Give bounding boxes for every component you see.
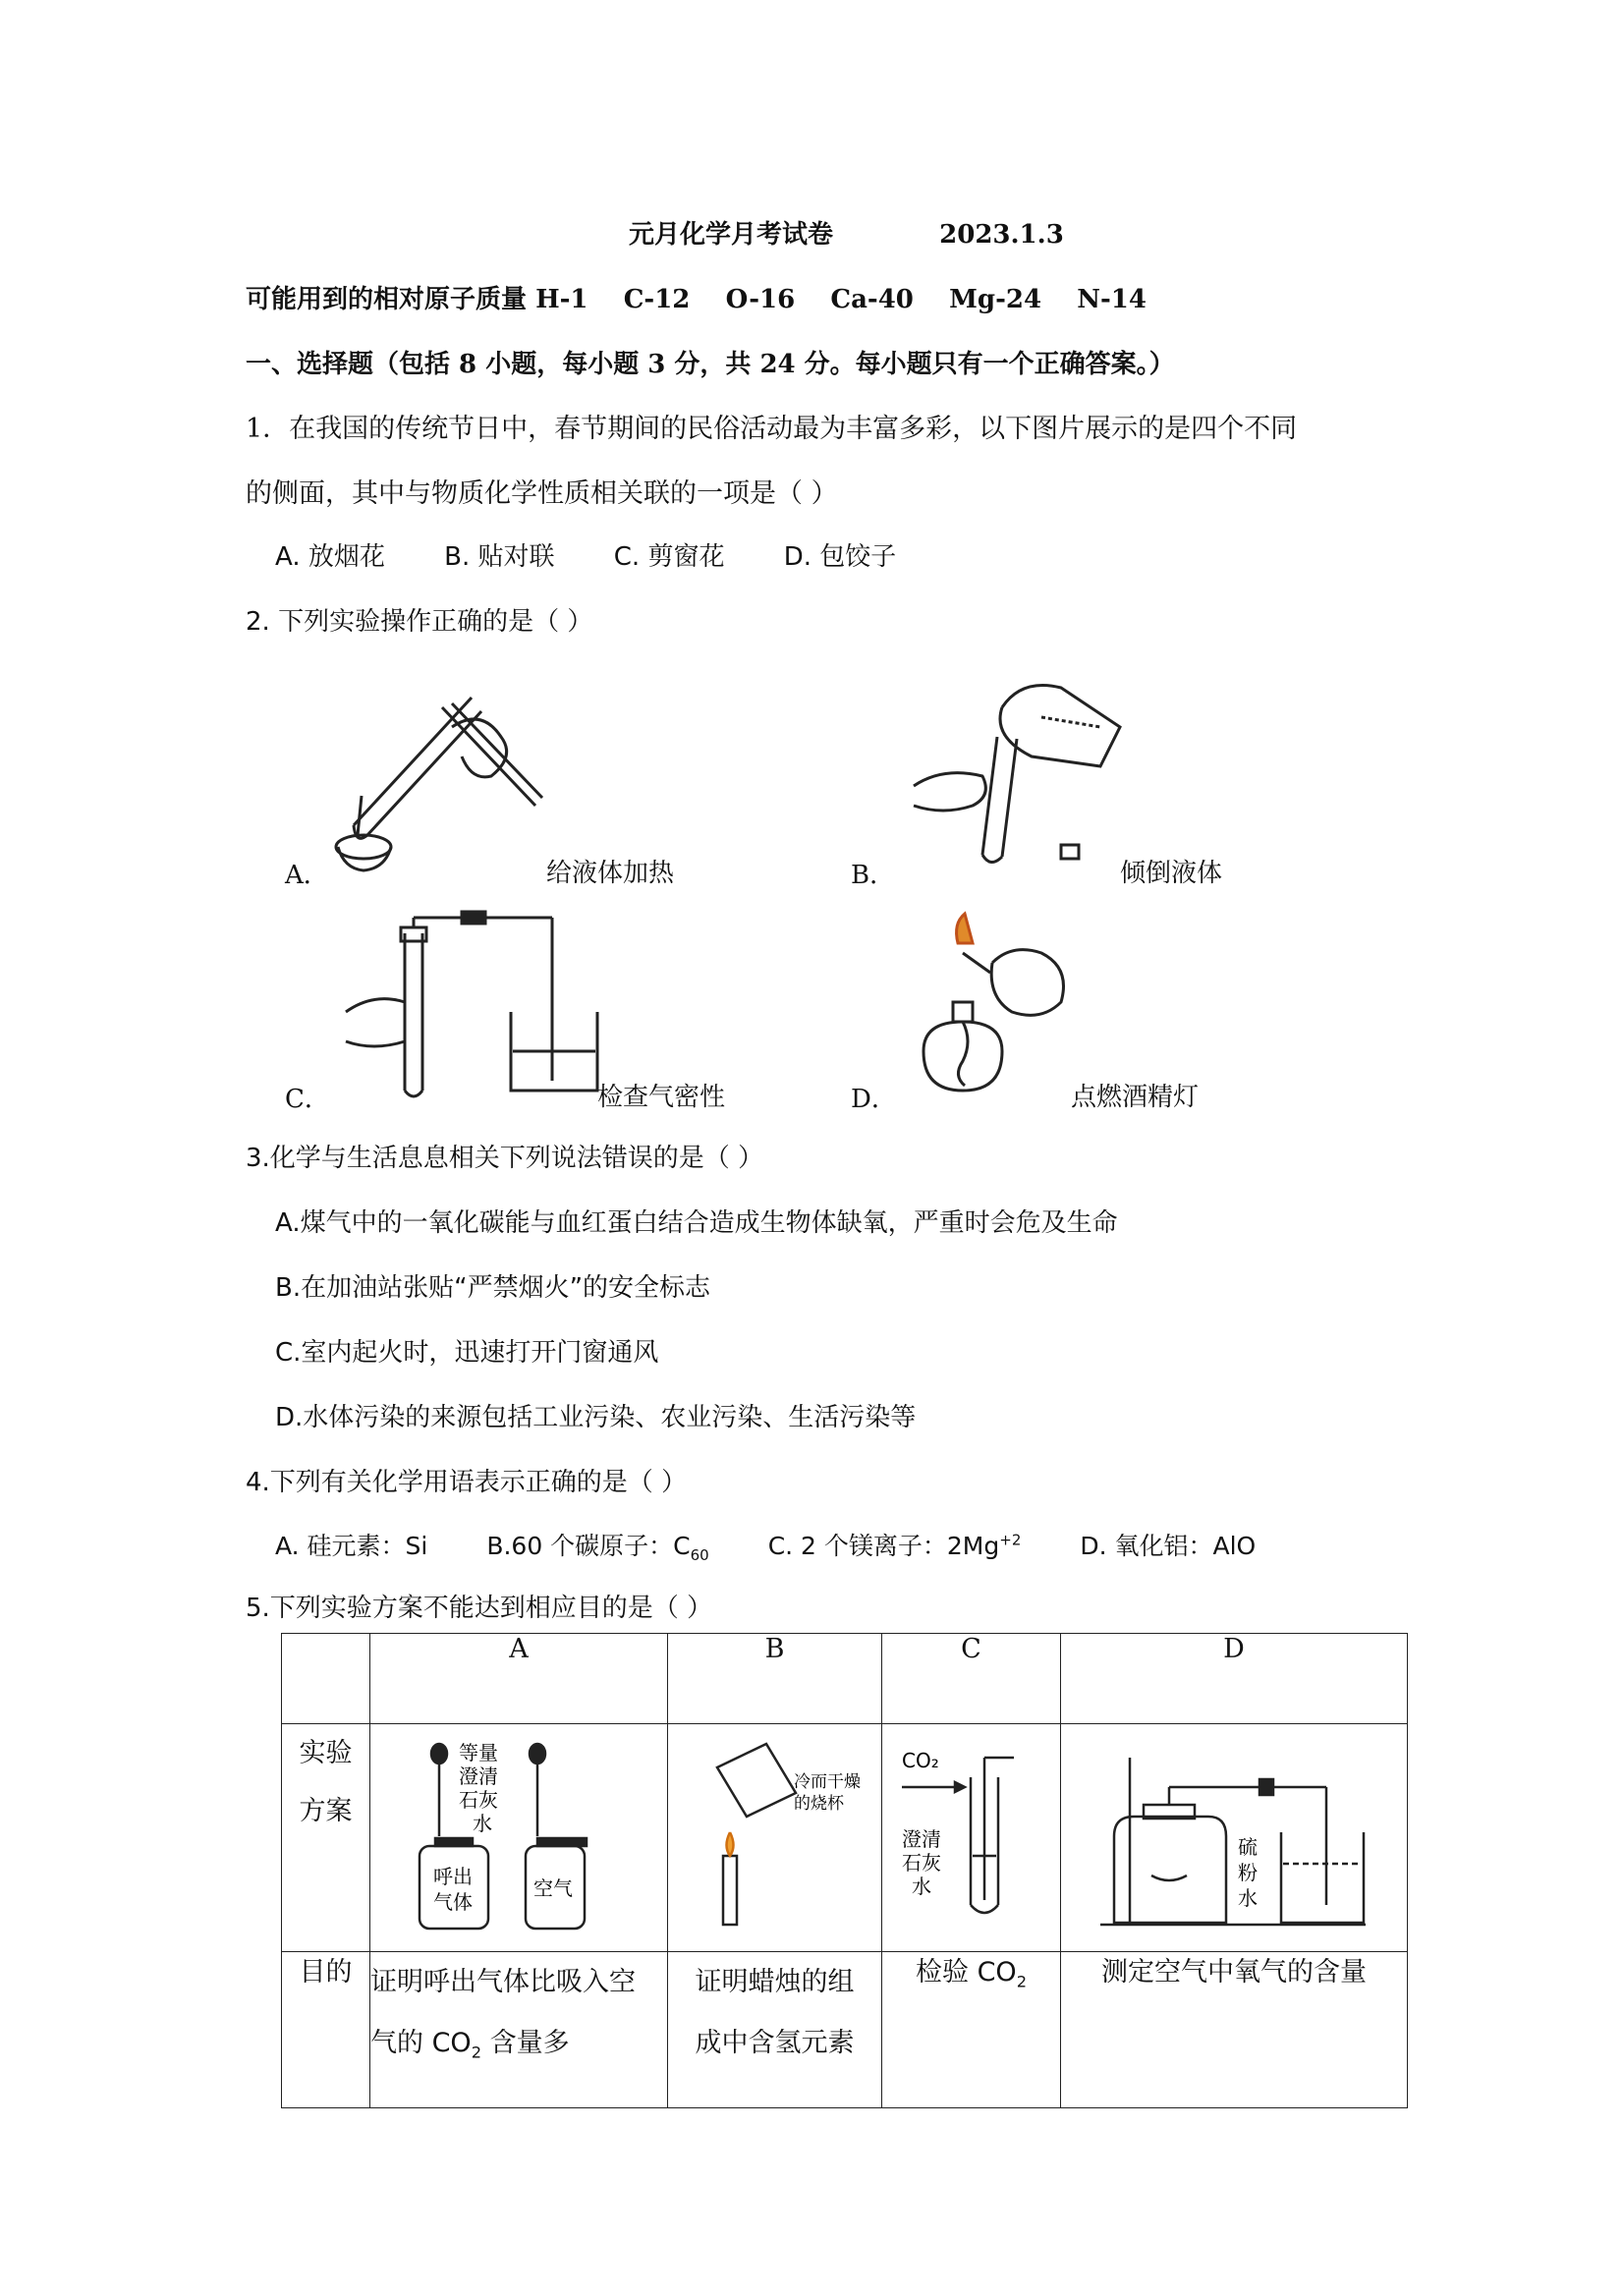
q3-stem: 3.化学与生活息息相关下列说法错误的是（ ） xyxy=(246,1144,764,1173)
q5-stem: 5.下列实验方案不能达到相应目的是（ ） xyxy=(246,1594,713,1623)
svg-text:呼出: 呼出 xyxy=(433,1865,473,1888)
svg-text:石灰: 石灰 xyxy=(902,1851,941,1875)
svg-text:水: 水 xyxy=(912,1875,931,1898)
atomic-mass-values: H-1 C-12 O-16 Ca-40 Mg-24 N-14 xyxy=(535,285,1147,314)
q4-option-d: D. 氧化铝：AlO xyxy=(1080,1532,1257,1560)
q1-option-b: B. 贴对联 xyxy=(444,542,555,572)
scheme-b-cell xyxy=(668,1724,882,1952)
purpose-c: 检验 $CO_2$ xyxy=(882,1952,1061,2108)
svg-text:气体: 气体 xyxy=(433,1890,473,1914)
section-heading: 一、选择题（包括 8 小题，每小题 3 分，共 24 分。每小题只有一个正确答案。） xyxy=(246,350,1175,379)
limewater-comparison-icon xyxy=(410,1738,636,1934)
col-header-d: D xyxy=(1061,1634,1408,1724)
q5-table xyxy=(281,1633,1408,2108)
airtightness-check-icon xyxy=(344,914,609,1100)
table-corner-cell xyxy=(282,1634,370,1724)
sulfur-oxygen-measure-icon xyxy=(1100,1738,1375,1934)
q1-stem-line2: 的侧面，其中与物质化学性质相关联的一项是（ ） xyxy=(246,478,838,509)
heating-liquid-icon xyxy=(334,668,550,874)
row-label-scheme: 实验 方案 xyxy=(282,1724,370,1952)
q2-option-c-letter: C． xyxy=(285,1085,330,1114)
q2-option-d-caption: 点燃酒精灯 xyxy=(1071,1083,1200,1112)
svg-text:澄清: 澄清 xyxy=(902,1827,941,1851)
q1-option-d: D. 包饺子 xyxy=(783,542,897,572)
exam-title: 元月化学月考试卷 xyxy=(629,220,834,250)
svg-text:空气: 空气 xyxy=(533,1876,573,1900)
pouring-liquid-icon xyxy=(904,668,1130,874)
q3-option-c: C.室内起火时，迅速打开门窗通风 xyxy=(275,1338,659,1368)
q4-option-b: B.60 个碳原子：$C_{60}$ xyxy=(486,1532,709,1564)
q1-option-c: C. 剪窗花 xyxy=(613,542,725,572)
purpose-b: 证明蜡烛的组 成中含氢元素 xyxy=(668,1952,882,2108)
q1-option-a: A. 放烟花 xyxy=(275,542,385,572)
q4-option-c: C. 2 个镁离子：$2Mg^{+2}$ xyxy=(767,1531,1022,1560)
svg-text:的烧杯: 的烧杯 xyxy=(794,1794,844,1814)
svg-text:水: 水 xyxy=(473,1812,492,1835)
scheme-d-cell xyxy=(1061,1724,1408,1952)
svg-text:硫: 硫 xyxy=(1238,1835,1258,1859)
table-row xyxy=(282,1724,1408,1952)
exam-date: 2023.1.3 xyxy=(939,220,1064,250)
q3-option-d: D.水体污染的来源包括工业污染、农业污染、生活污染等 xyxy=(275,1403,917,1432)
purpose-a: 证明呼出气体比吸入空 气的 $CO_2$ 含量多 xyxy=(370,1952,668,2108)
co2-limewater-test-icon xyxy=(896,1738,1053,1934)
scheme-c-cell xyxy=(882,1724,1061,1952)
svg-text:粉: 粉 xyxy=(1238,1861,1258,1884)
purpose-d: 测定空气中氧气的含量 xyxy=(1061,1952,1408,2108)
table-row xyxy=(282,1952,1408,2108)
svg-text:澄清: 澄清 xyxy=(459,1764,498,1788)
svg-text:CO₂: CO₂ xyxy=(902,1749,939,1772)
svg-text:水: 水 xyxy=(1238,1886,1258,1910)
q2-option-d-letter: D． xyxy=(851,1085,897,1114)
q4-stem: 4.下列有关化学用语表示正确的是（ ） xyxy=(246,1468,688,1497)
q3-option-b: B.在加油站张贴“严禁烟火”的安全标志 xyxy=(275,1273,711,1303)
table-header-row xyxy=(282,1634,1408,1724)
atomic-mass-label: 可能用到的相对原子质量 xyxy=(246,285,528,314)
candle-dry-beaker-icon xyxy=(688,1738,874,1934)
svg-text:冷而干燥: 冷而干燥 xyxy=(794,1772,861,1792)
svg-text:石灰: 石灰 xyxy=(459,1788,498,1812)
page-title xyxy=(629,214,1064,251)
q3-option-a: A.煤气中的一氧化碳能与血红蛋白结合造成生物体缺氧，严重时会危及生命 xyxy=(275,1208,1118,1238)
q4-option-a: A. 硅元素：Si xyxy=(275,1532,428,1560)
row-label-purpose: 目的 xyxy=(282,1952,370,2108)
col-header-c: C xyxy=(882,1634,1061,1724)
q2-stem: 2. 下列实验操作正确的是（ ） xyxy=(246,607,593,637)
q1-stem-line1: 1．在我国的传统节日中，春节期间的民俗活动最为丰富多彩，以下图片展示的是四个不同 xyxy=(246,414,1298,444)
col-header-b: B xyxy=(668,1634,882,1724)
q2-option-c-caption: 检查气密性 xyxy=(597,1083,726,1112)
atomic-mass-line xyxy=(246,279,1147,315)
lighting-alcohol-lamp-icon xyxy=(904,914,1100,1100)
svg-text:等量: 等量 xyxy=(459,1741,498,1764)
q2-option-b-caption: 倾倒液体 xyxy=(1120,859,1223,888)
col-header-a: A xyxy=(370,1634,668,1724)
q2-option-a-caption: 给液体加热 xyxy=(546,859,675,888)
q4-options xyxy=(275,1527,1307,1564)
scheme-a-cell xyxy=(370,1724,668,1952)
q2-option-a-letter: A． xyxy=(285,861,329,890)
q2-option-b-letter: B． xyxy=(851,861,896,890)
q1-options xyxy=(275,536,947,573)
